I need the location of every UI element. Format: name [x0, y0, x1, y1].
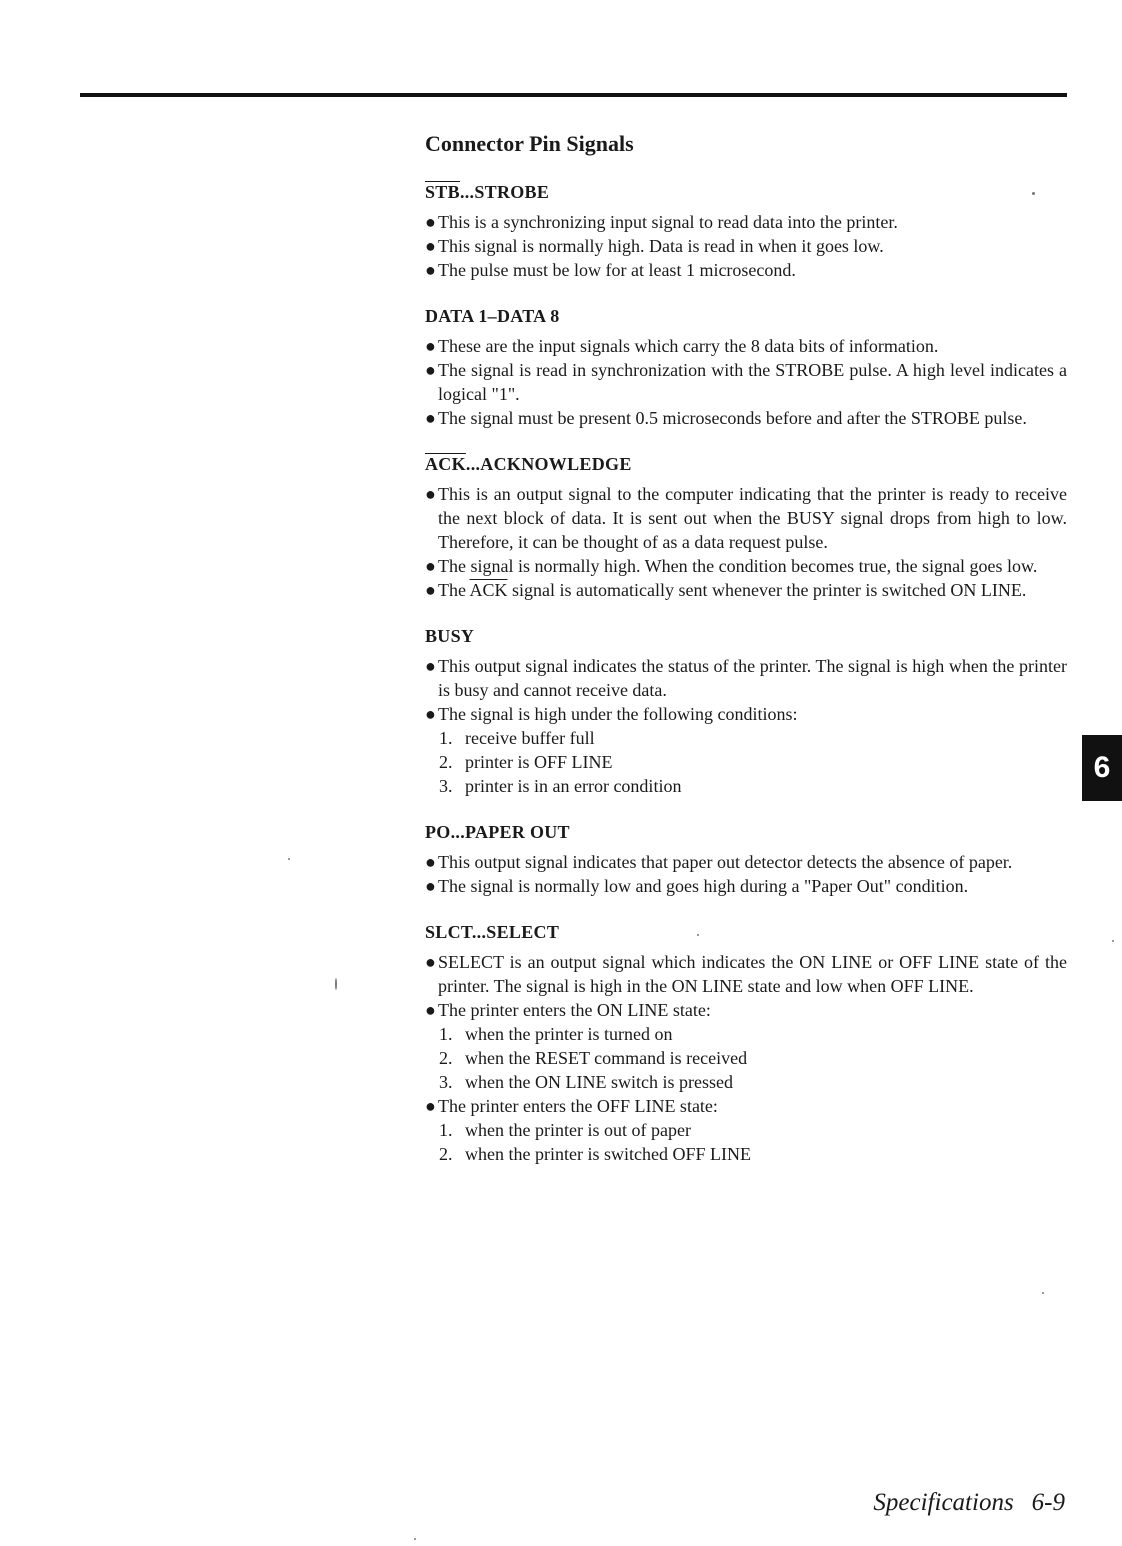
bullet-item: ● This signal is normally high. Data is read in when it goes low.: [425, 236, 884, 256]
bullet-item: ● The pulse must be low for at least 1 microsecond.: [425, 260, 796, 280]
numbered-item: 2. printer is OFF LINE: [439, 752, 613, 772]
section-select: [425, 920, 1067, 1166]
bullet-item: ● This is an output signal to the computer indicating that the printer is ready to receive the next block of data. It is sent out when the BUSY signal drops from high to low. Therefore, it can be thought of as a data request pulse.: [425, 484, 1067, 552]
section-heading: PO...PAPER OUT: [425, 822, 570, 842]
section-paper-out: [425, 820, 1067, 898]
bullet-item: ● The signal must be present 0.5 microseconds before and after the STROBE pulse.: [425, 408, 1027, 428]
top-rule: [80, 93, 1067, 97]
bullet-item: ● This output signal indicates that paper out detector detects the absence of paper.: [425, 852, 1013, 872]
numbered-item: 1. receive buffer full: [439, 728, 595, 748]
bullet-item: ● The $\overline{ACK}$ signal is automatically sent whenever the printer is switched ON LINE.: [425, 580, 1027, 600]
bullet-item: ● The signal is read in synchronization with the STROBE pulse. A high level indicates a logical "1".: [425, 360, 1067, 404]
section-strobe: [425, 180, 1067, 282]
section-heading: $\overline{STB}...STROBE$: [425, 182, 550, 202]
overline-signal-name: $\overline{ACK}$: [469, 580, 508, 600]
bullet-item: ● This output signal indicates the status of the printer. The signal is high when the printer is busy and cannot receive data.: [425, 656, 1067, 700]
section-heading: SLCT...SELECT: [425, 922, 560, 942]
page-title: Connector Pin Signals: [425, 131, 634, 156]
chapter-tab: 6: [1082, 735, 1122, 801]
scan-speck: [1042, 1292, 1044, 1294]
page-content: [425, 130, 1067, 1188]
section-heading: DATA 1–DATA 8: [425, 306, 560, 326]
section-heading: BUSY: [425, 626, 475, 646]
numbered-item: 3. printer is in an error condition: [439, 776, 682, 796]
bullet-item: ● These are the input signals which carry the 8 data bits of information.: [425, 336, 939, 356]
overline-signal-name: $\overline{ACK}$: [425, 454, 466, 474]
numbered-item: 2. when the printer is switched OFF LINE: [439, 1144, 751, 1164]
bullet-item: ● The printer enters the ON LINE state:: [425, 1000, 711, 1020]
footer-section-name: Specifications: [873, 1489, 1014, 1516]
page-footer: [820, 1488, 1065, 1518]
section-heading: $\overline{ACK}...ACKNOWLEDGE$: [425, 454, 632, 474]
bullet-item: ● This is a synchronizing input signal to read data into the printer.: [425, 212, 898, 232]
scan-speck: [1112, 940, 1114, 942]
scan-speck: [414, 1538, 416, 1540]
page-number: 6-9: [1031, 1489, 1065, 1516]
numbered-item: 1. when the printer is turned on: [439, 1024, 673, 1044]
bullet-item: ● SELECT is an output signal which indicates the ON LINE or OFF LINE state of the printer. The signal is high in the ON LINE state and low when OFF LINE.: [425, 952, 1067, 996]
numbered-item: 1. when the printer is out of paper: [439, 1120, 691, 1140]
section-acknowledge: [425, 452, 1067, 602]
section-busy: [425, 624, 1067, 798]
scan-speck: [697, 934, 699, 936]
numbered-item: 3. when the ON LINE switch is pressed: [439, 1072, 733, 1092]
numbered-item: 2. when the RESET command is received: [439, 1048, 748, 1068]
bullet-item: ● The signal is normally low and goes high during a "Paper Out" condition.: [425, 876, 969, 896]
scan-speck: [1032, 192, 1035, 195]
scan-speck: [288, 858, 290, 860]
bullet-item: ● The signal is normally high. When the condition becomes true, the signal goes low.: [425, 556, 1038, 576]
section-data: [425, 304, 1067, 430]
bullet-item: ● The signal is high under the following conditions:: [425, 704, 798, 724]
overline-signal-name: $\overline{STB}$: [425, 182, 460, 202]
scan-speck: [335, 978, 337, 990]
bullet-item: ● The printer enters the OFF LINE state:: [425, 1096, 718, 1116]
